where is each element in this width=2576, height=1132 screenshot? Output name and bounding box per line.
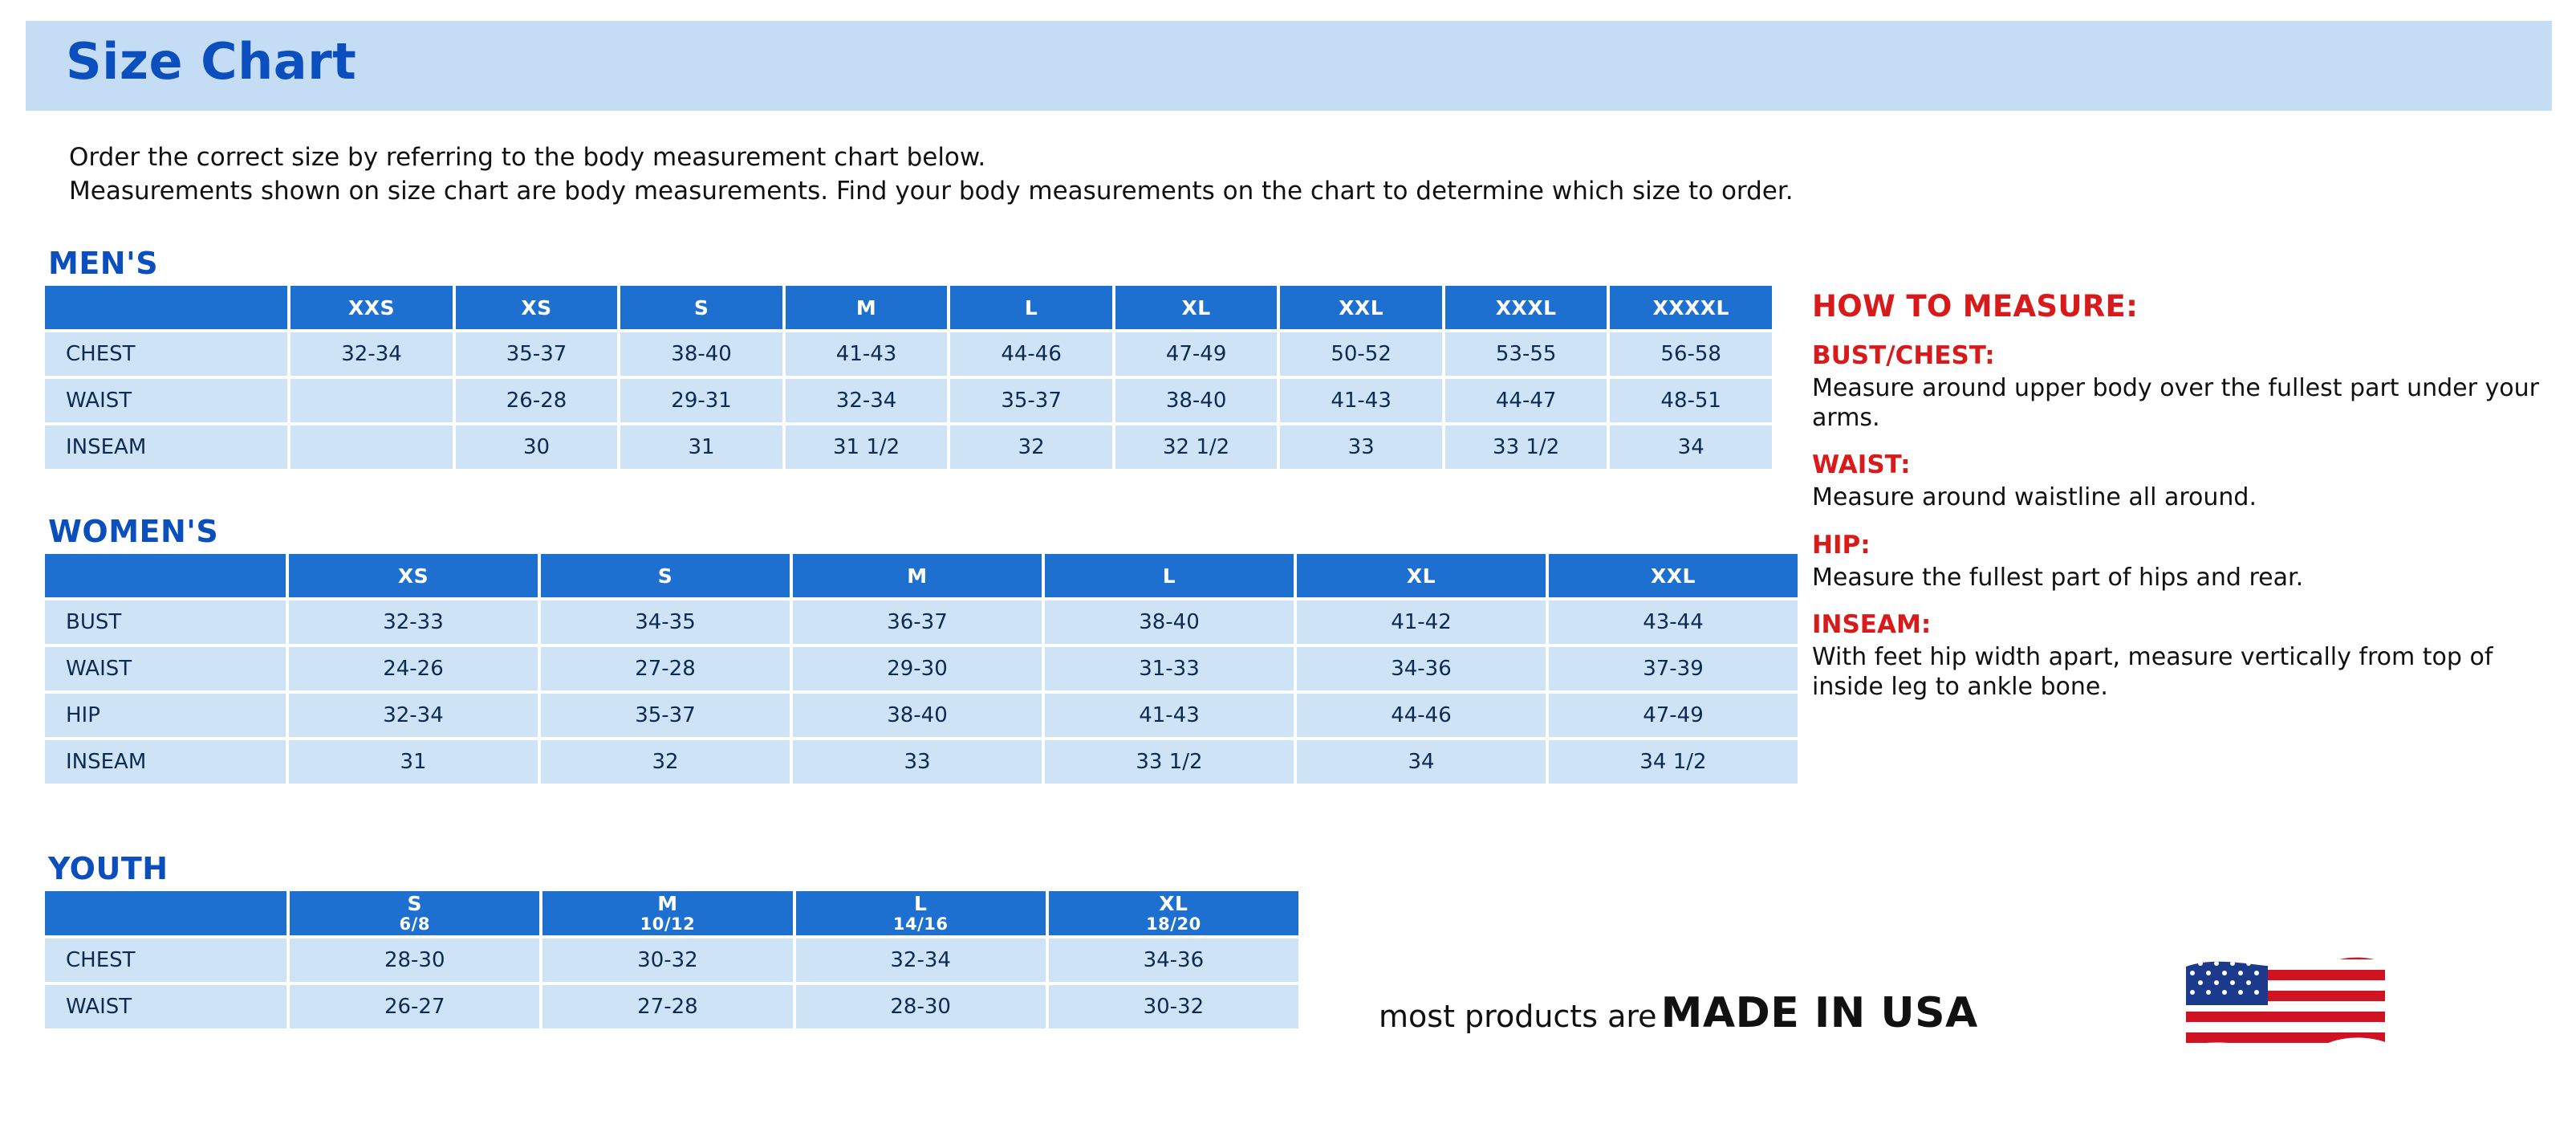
- column-header-main: S: [407, 892, 423, 915]
- table-cell: 33 1/2: [1445, 426, 1607, 469]
- table-cell: [291, 379, 453, 422]
- table-cell: 38-40: [1045, 601, 1294, 644]
- table-cell: 32-33: [289, 601, 538, 644]
- measure-text-waist: Measure around waistline all around.: [1812, 483, 2257, 512]
- intro-text: [69, 141, 2525, 208]
- column-header: XL: [1297, 554, 1546, 597]
- table-cell: 31 1/2: [786, 426, 948, 469]
- table-cell: 32-34: [786, 379, 948, 422]
- row-label: WAIST: [45, 379, 287, 422]
- table-cell: 48-51: [1610, 379, 1772, 422]
- table-cell: 41-43: [786, 332, 948, 376]
- intro-line-2: Measurements shown on size chart are body measurements. Find your body measurements on the chart to determine which size to order.: [69, 176, 1794, 206]
- table-cell: 27-28: [542, 985, 792, 1028]
- how-to-measure-title: HOW TO MEASURE:: [1812, 289, 2139, 324]
- table-cell: 31: [289, 740, 538, 784]
- column-header: [45, 554, 286, 597]
- usa-flag-icon: [2181, 946, 2390, 1074]
- row-label: CHEST: [45, 332, 287, 376]
- table-cell: 29-30: [793, 647, 1042, 690]
- table-cell: 28-30: [290, 939, 539, 982]
- table-cell: 30: [456, 426, 618, 469]
- table-cell: 44-46: [1297, 694, 1546, 737]
- column-header: [45, 286, 287, 329]
- row-label: HIP: [45, 694, 286, 737]
- table-cell: 35-37: [950, 379, 1112, 422]
- table-cell: 33: [1280, 426, 1442, 469]
- table-cell: 31-33: [1045, 647, 1294, 690]
- table-cell: 32-34: [289, 694, 538, 737]
- table-row: [45, 985, 1298, 1028]
- table-cell: 50-52: [1280, 332, 1442, 376]
- table-row: [45, 740, 1798, 784]
- column-header-sub: 10/12: [640, 914, 696, 934]
- column-header: [290, 891, 539, 935]
- measure-text-inseam: With feet hip width apart, measure vertically from top of inside leg to ankle bone.: [1812, 642, 2493, 701]
- table-cell: 53-55: [1445, 332, 1607, 376]
- row-label: WAIST: [45, 985, 286, 1028]
- row-label: CHEST: [45, 939, 286, 982]
- table-row: [45, 379, 1772, 422]
- column-header-main: M: [657, 892, 678, 915]
- table-row: [45, 601, 1798, 644]
- column-header: [45, 891, 286, 935]
- column-header: S: [620, 286, 782, 329]
- table-cell: 41-42: [1297, 601, 1546, 644]
- column-header-sub: 14/16: [892, 914, 949, 934]
- table-cell: 28-30: [796, 985, 1046, 1028]
- table-cell: 34: [1297, 740, 1546, 784]
- header-band: [26, 21, 2552, 111]
- table-cell: 32 1/2: [1115, 426, 1278, 469]
- table-row: [45, 332, 1772, 376]
- column-header: M: [786, 286, 948, 329]
- table-cell: 29-31: [620, 379, 782, 422]
- mens-size-table: [42, 283, 1775, 472]
- table-cell: 56-58: [1610, 332, 1772, 376]
- table-cell: 33: [793, 740, 1042, 784]
- intro-line-1: Order the correct size by referring to the body measurement chart below.: [69, 143, 986, 172]
- column-header: [1049, 891, 1298, 935]
- column-header: [542, 891, 792, 935]
- table-cell: 47-49: [1115, 332, 1278, 376]
- table-cell: 30-32: [1049, 985, 1298, 1028]
- table-cell: 34-35: [541, 601, 790, 644]
- table-cell: 30-32: [542, 939, 792, 982]
- table-cell: 32-34: [291, 332, 453, 376]
- table-cell: 38-40: [793, 694, 1042, 737]
- row-label: INSEAM: [45, 740, 286, 784]
- column-header-main: L: [913, 892, 928, 915]
- measure-label-bust-chest: BUST/CHEST:: [1812, 341, 1995, 370]
- table-cell: 38-40: [620, 332, 782, 376]
- table-cell: 26-28: [456, 379, 618, 422]
- table-cell: 44-47: [1445, 379, 1607, 422]
- table-cell: 37-39: [1549, 647, 1798, 690]
- table-row: [45, 939, 1298, 982]
- row-label: INSEAM: [45, 426, 287, 469]
- table-cell: [291, 426, 453, 469]
- table-cell: 47-49: [1549, 694, 1798, 737]
- column-header: M: [793, 554, 1042, 597]
- how-to-measure-panel: [1812, 289, 2550, 702]
- column-header: XXL: [1280, 286, 1442, 329]
- measure-text-bust-chest: Measure around upper body over the fullest part under your arms.: [1812, 374, 2539, 433]
- table-cell: 34-36: [1297, 647, 1546, 690]
- column-header-sub: 18/20: [1146, 914, 1201, 934]
- table-cell: 32: [950, 426, 1112, 469]
- section-title-mens: MEN'S: [48, 246, 159, 281]
- row-label: BUST: [45, 601, 286, 644]
- page-title: Size Chart: [66, 32, 357, 91]
- section-title-youth: YOUTH: [48, 851, 169, 886]
- table-cell: 27-28: [541, 647, 790, 690]
- table-cell: 36-37: [793, 601, 1042, 644]
- column-header: XS: [289, 554, 538, 597]
- table-cell: 33 1/2: [1045, 740, 1294, 784]
- table-cell: 43-44: [1549, 601, 1798, 644]
- table-header-row: [45, 891, 1298, 935]
- table-cell: 32-34: [796, 939, 1046, 982]
- row-label: WAIST: [45, 647, 286, 690]
- column-header: XXL: [1549, 554, 1798, 597]
- column-header-main: XL: [1159, 892, 1188, 915]
- table-cell: 34-36: [1049, 939, 1298, 982]
- column-header-sub: 6/8: [399, 914, 430, 934]
- column-header: L: [950, 286, 1112, 329]
- table-cell: 32: [541, 740, 790, 784]
- made-in-usa-emphasis: MADE IN USA: [1660, 989, 1978, 1037]
- column-header: S: [541, 554, 790, 597]
- column-header: XXS: [291, 286, 453, 329]
- table-cell: 24-26: [289, 647, 538, 690]
- table-cell: 35-37: [456, 332, 618, 376]
- table-cell: 35-37: [541, 694, 790, 737]
- table-cell: 44-46: [950, 332, 1112, 376]
- column-header: [796, 891, 1046, 935]
- column-header: XS: [456, 286, 618, 329]
- table-cell: 34 1/2: [1549, 740, 1798, 784]
- table-header-row: [45, 554, 1798, 597]
- table-cell: 38-40: [1115, 379, 1278, 422]
- table-header-row: [45, 286, 1772, 329]
- made-in-usa-prefix: most products are: [1379, 999, 1657, 1034]
- table-cell: 34: [1610, 426, 1772, 469]
- measure-label-waist: WAIST:: [1812, 450, 1911, 480]
- womens-size-table: [42, 551, 1801, 787]
- made-in-usa-line: [1379, 989, 1978, 1037]
- column-header: XXXXL: [1610, 286, 1772, 329]
- measure-label-hip: HIP:: [1812, 530, 1871, 560]
- measure-label-inseam: INSEAM:: [1812, 609, 1932, 639]
- youth-size-table: [42, 888, 1302, 1032]
- table-row: [45, 647, 1798, 690]
- table-row: [45, 694, 1798, 737]
- column-header: L: [1045, 554, 1294, 597]
- table-cell: 26-27: [290, 985, 539, 1028]
- column-header: XL: [1115, 286, 1278, 329]
- table-cell: 41-43: [1045, 694, 1294, 737]
- measure-text-hip: Measure the fullest part of hips and rear.: [1812, 563, 2304, 592]
- column-header: XXXL: [1445, 286, 1607, 329]
- table-row: [45, 426, 1772, 469]
- table-cell: 41-43: [1280, 379, 1442, 422]
- section-title-womens: WOMEN'S: [48, 514, 219, 549]
- table-cell: 31: [620, 426, 782, 469]
